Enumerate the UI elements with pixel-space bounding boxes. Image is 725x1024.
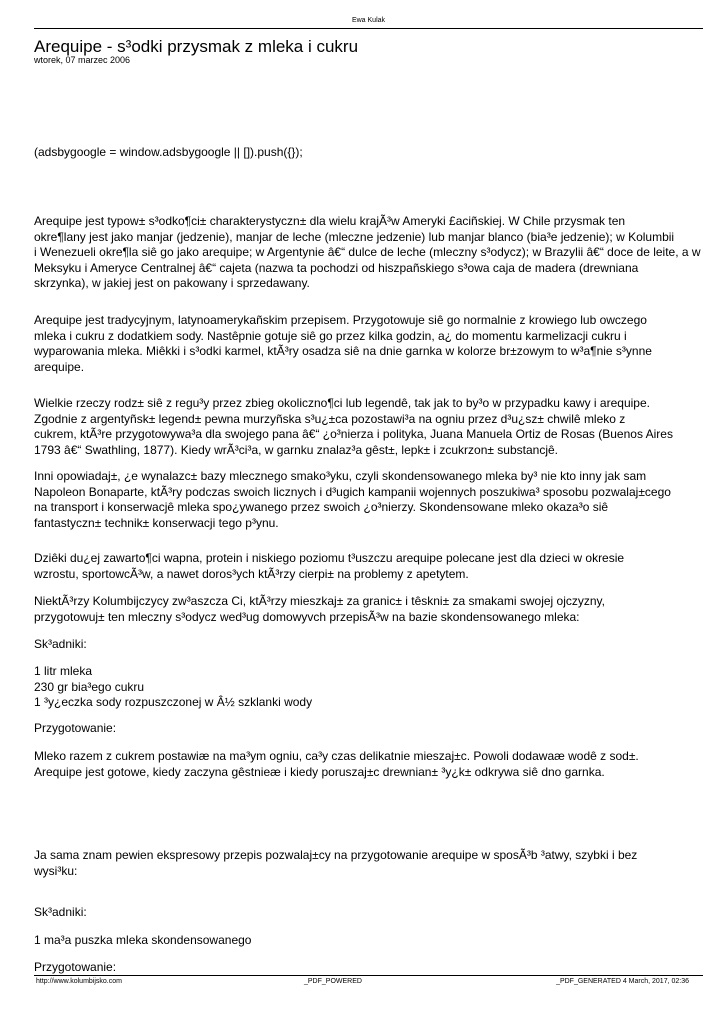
paragraph-intro: Arequipe jest typow± s³odko¶ci± charakterystyczn± dla wielu krajÃ³w Ameryki £aciñskiej. W Chile przysmak ten okre¶lany jest jako manjar (jedzenie), manjar de leche (mleczne jedzenie) lub manjar blanco (bia³e jedzenie); w Kolumbii i Wenezueli okre¶la siê go jako arequipe; w Argentynie â€“ dulce de leche (mleczny s³odycz); w Brazylii â€“ doce de leite, a w Meksyku i Ameryce Centralnej â€“ cajeta (nazwa ta pochodzi od hiszpañskiego s³owa caja de madera (drewniana skrzynka), w jakiej jest on pakowany i sprzedawany. xyxy=(34,214,701,291)
preparation2-label: Przygotowanie: xyxy=(34,960,117,974)
author-name: Ewa Kulak xyxy=(351,17,386,24)
page-footer xyxy=(34,975,703,988)
paragraph-colombians: NiektÃ³rzy Kolumbijczycy zw³aszcza Ci, ktÃ³rzy mieszkaj± za granic± i têskni± za smakami swojej ojczyzny, przygotowuj± ten mleczny s³odycz wed³ug domowyvch przepisÃ³w na bazie skondensowanego mleka: xyxy=(34,594,605,624)
page-header xyxy=(34,13,703,29)
ingredients-list: 1 litr mleka 230 gr bia³ego cukru 1 ³y¿eczka sody rozpuszczonej w Â½ szklanki wody xyxy=(34,664,313,710)
preparation-label: Przygotowanie: xyxy=(34,721,117,735)
ingredients-label: Sk³adniki: xyxy=(34,637,87,651)
ingredients2-label: Sk³adniki: xyxy=(34,905,87,919)
paragraph-express: Ja sama znam pewien ekspresowy przepis pozwalaj±cy na przygotowanie arequipe w sposÃ³b ³atwy, szybki i bez wysi³ku: xyxy=(34,848,638,878)
paragraph-nutrition: Dziêki du¿ej zawarto¶ci wapna, protein i niskiego poziomu t³uszczu arequipe polecane jest dla dzieci w okresie wzrostu, sportowcÃ³w, a nawet doros³ych ktÃ³rzy cierpi± na problemy z apetytem. xyxy=(34,551,625,581)
article-date: wtorek, 07 marzec 2006 xyxy=(34,55,131,65)
ingredients2-list: 1 ma³a puszka mleka skondensowanego xyxy=(34,933,252,947)
footer-url: http://www.kolumbijsko.com xyxy=(36,978,122,985)
footer-generated: _PDF_GENERATED 4 March, 2017, 02:36 xyxy=(556,978,689,985)
article-title: Arequipe - s³odki przysmak z mleka i cukru xyxy=(34,37,359,56)
preparation-text: Mleko razem z cukrem postawiæ na ma³ym ogniu, ca³y czas delikatnie mieszaj±c. Powoli dodawaæ wodê z sod±. Arequipe jest gotowe, kiedy zaczyna gêstnieæ i kiedy poruszaj±c drewnian± ³y¿k± odkrywa siê dno garnka. xyxy=(34,749,639,779)
paragraph-legend: Wielkie rzeczy rodz± siê z regu³y przez zbieg okoliczno¶ci lub legendê, tak jak to by³o w przypadku kawy i arequipe. Zgodnie z argentyñsk± legend± pewna murzyñska s³u¿±ca pozostawi³a na ogniu przez d³u¿sz± chwilê mleko z cukrem, ktÃ³re przygotowywa³a dla swojego pana â€“ ¿o³nierza i polityka, Juana Manuela Ortiz de Rosas (Buenos Aires 1793 â€“ Swathling, 1877). Kiedy wrÃ³ci³a, w garnku znalaz³a gêst±, lepk± i zcukrzon± substancjê. xyxy=(34,396,673,457)
ad-script-text: (adsbygoogle = window.adsbygoogle || []).push({}); xyxy=(34,145,303,159)
paragraph-napoleon: Inni opowiadaj±, ¿e wynalazc± bazy mlecznego smako³yku, czyli skondensowanego mleka by³ nie kto inny jak sam Napoleon Bonaparte, ktÃ³ry podczas swoich licznych i d³ugich kampanii wojennych poszukiwa³ sposobu pozwalaj±cego na transport i konserwacjê mleka spo¿ywanego przez swoich ¿o³nierzy. Skondensowane mleko okaza³o siê fantastyczn± technik± konserwacji tego p³ynu. xyxy=(34,469,671,530)
footer-powered: _PDF_POWERED xyxy=(304,978,362,985)
paragraph-recipe-tradition: Arequipe jest tradycyjnym, latynoamerykañskim przepisem. Przygotowuje siê go normalnie z krowiego lub owczego mleka i cukru z dodatkiem sody. Nastêpnie gotuje siê go przez kilka godzin, a¿ do momentu karmelizacji cukru i wyparowania mleka. Miêkki i s³odki karmel, ktÃ³ry osadza siê na dnie garnka w kolorze br±zowym to w³a¶nie s³ynne arequipe. xyxy=(34,313,652,374)
